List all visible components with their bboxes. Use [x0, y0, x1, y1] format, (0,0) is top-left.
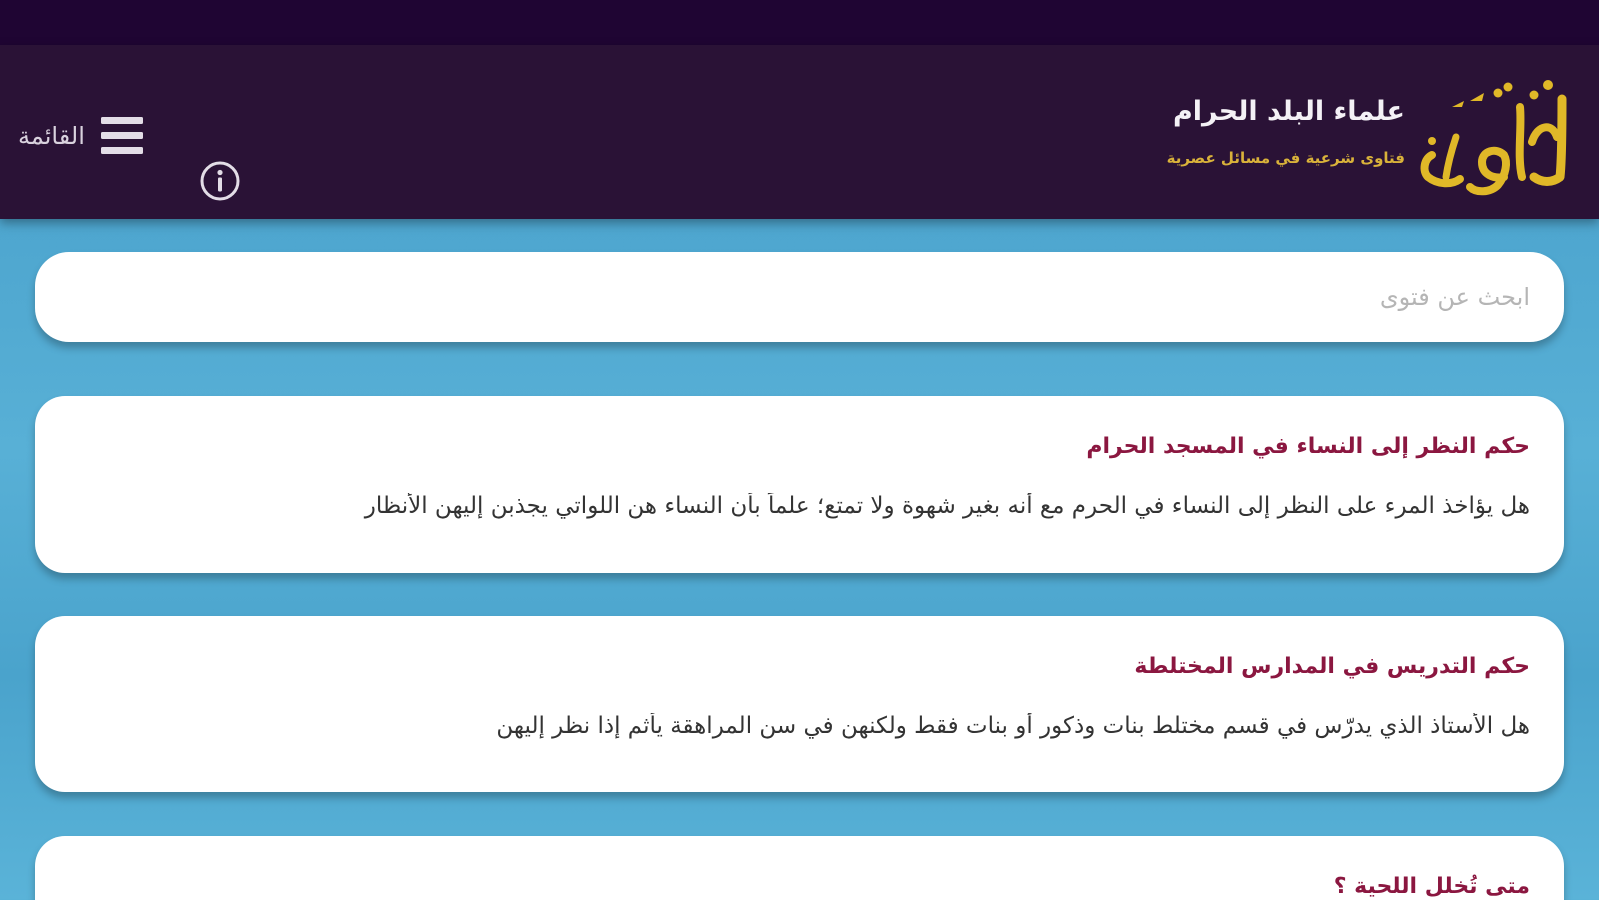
fatwa-card[interactable]: [35, 616, 1564, 792]
fatwa-excerpt: هل الأستاذ الذي يدرّس في قسم مختلط بنات وذكور أو بنات فقط ولكنهن في سن المراهقة يأثم إذا نظر إليهن: [496, 713, 1530, 739]
app-header: [0, 45, 1599, 219]
menu-button[interactable]: [18, 110, 166, 162]
brand-title: علماء البلد الحرام: [1172, 96, 1405, 127]
fatawa-logo: [1412, 67, 1577, 197]
brand-subtitle: فتاوى شرعية في مسائل عصرية: [1166, 149, 1405, 167]
fatwa-title: حكم النظر إلى النساء في المسجد الحرام: [1086, 434, 1530, 459]
search-input[interactable]: [35, 252, 1564, 342]
hamburger-menu-icon: [101, 115, 143, 157]
status-bar: [0, 0, 1599, 45]
fatwa-title: حكم التدريس في المدارس المختلطة: [1134, 654, 1530, 679]
search-box[interactable]: [35, 252, 1564, 342]
fatwa-excerpt: هل يؤاخذ المرء على النظر إلى النساء في الحرم مع أنه بغير شهوة ولا تمتع؛ علماً بأن النساء هن اللواتي يجذبن إليهن الأنظار: [364, 493, 1530, 519]
info-icon: [198, 159, 242, 203]
fatwa-card[interactable]: [35, 836, 1564, 900]
info-button[interactable]: [198, 159, 242, 203]
menu-label: القائمة: [18, 122, 85, 150]
fatwa-card[interactable]: [35, 396, 1564, 573]
fatwa-title: متى تُخلل اللحية ؟: [1333, 874, 1530, 899]
